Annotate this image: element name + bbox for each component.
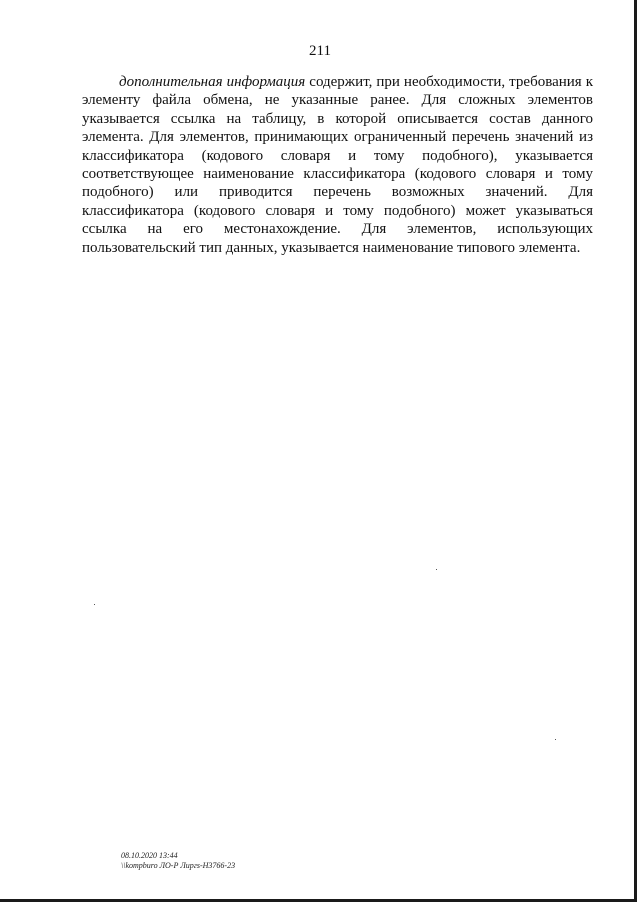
paragraph-text: содержит, при необходимости, требования к элементу файла обмена, не указанные ранее. Для сложных элементов указывается ссылка на таблицу, в которой описывается состав данного элемента. Для элементов, принимающих ограниченный перечень значений из классификатора (кодового словаря и тому подобного), указывается соответствующее наименование классификатора (кодового словаря и тому подобного) или приводится перечень возможных значений. Для классификатора (кодового словаря и тому подобного) может указываться ссылка на его местонахождение. Для элементов, использующих пользовательский тип данных, указывается наименование типового элемента. <box>82 74 593 256</box>
page-number: 211 <box>309 43 331 59</box>
document-code: \\kompburo ЛО-Р Лиргs-Н3766-23 <box>121 861 236 870</box>
print-footer <box>121 851 235 871</box>
document-body <box>82 73 593 257</box>
scan-speck <box>94 604 95 605</box>
print-timestamp: 08.10.2020 13:44 <box>121 851 178 860</box>
scan-speck <box>436 569 437 570</box>
defined-term: дополнительная информация <box>119 74 306 90</box>
body-paragraph <box>82 73 593 257</box>
scan-speck <box>555 739 556 740</box>
